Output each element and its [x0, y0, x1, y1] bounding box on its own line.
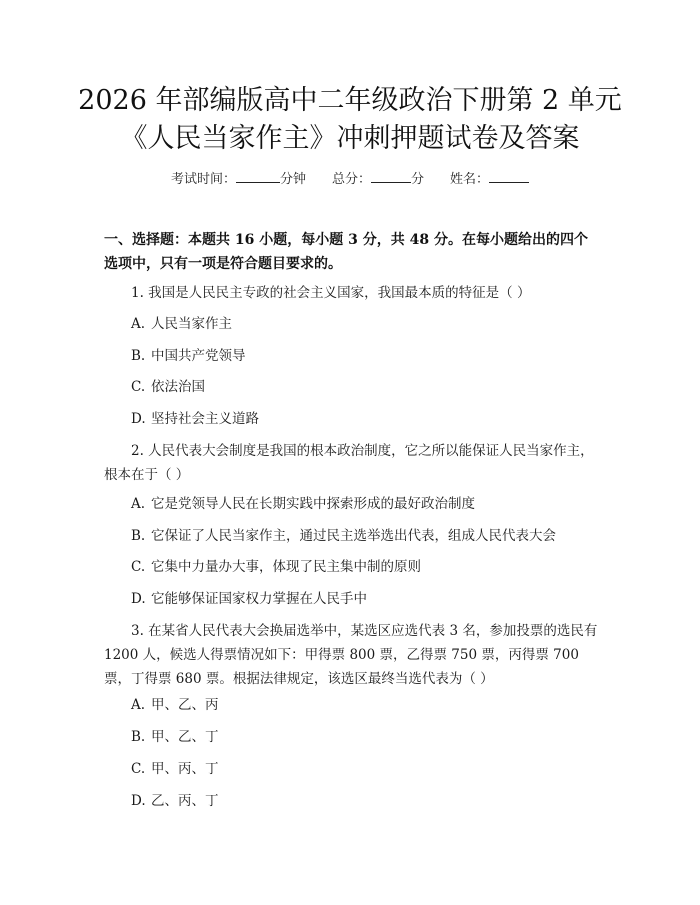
- name-blank: [489, 168, 529, 183]
- time-label: 考试时间：: [170, 172, 236, 187]
- score-label: 总分：: [331, 172, 371, 187]
- score-unit: 分: [411, 172, 425, 187]
- section-heading: 一、选择题：本题共 16 小题，每小题 3 分，共 48 分。在每小题给出的四个选项中，只有一项是符合题目要求的。: [104, 232, 588, 272]
- exam-title-line-1: 2026 年部编版高中二年级政治下册第 2 单元: [78, 85, 622, 116]
- question-1-option-a: A. 人民当家作主: [131, 316, 232, 332]
- score-blank: [371, 168, 411, 183]
- name-label: 姓名：: [450, 172, 490, 187]
- question-1-stem: 1. 我国是人民民主专政的社会主义国家，我国最本质的特征是（ ）: [131, 285, 531, 301]
- question-2: [104, 439, 600, 487]
- question-1-option-c: C. 依法治国: [131, 379, 205, 395]
- exam-title-line-2: 《人民当家作主》冲刺押题试卷及答案: [120, 123, 580, 154]
- question-2-option-b: B. 它保证了人民当家作主，通过民主选举选出代表，组成人民代表大会: [131, 528, 556, 544]
- question-2-stem: 2. 人民代表大会制度是我国的根本政治制度，它之所以能保证人民当家作主，根本在于（ ）: [104, 443, 594, 483]
- question-2-option-c: C. 它集中力量办大事，体现了民主集中制的原则: [131, 559, 421, 575]
- question-2-option-d: D. 它能够保证国家权力掌握在人民手中: [131, 591, 367, 607]
- question-3-option-d: D. 乙、丙、丁: [131, 793, 219, 809]
- time-unit: 分钟: [279, 172, 306, 187]
- exam-meta-line: [0, 168, 700, 190]
- time-blank: [236, 168, 280, 183]
- question-1-option-d: D. 坚持社会主义道路: [131, 411, 259, 427]
- question-2-option-a: A. 它是党领导人民在长期实践中探索形成的最好政治制度: [131, 496, 475, 512]
- question-3-option-b: B. 甲、乙、丁: [131, 729, 219, 745]
- question-1-option-b: B. 中国共产党领导: [131, 348, 246, 364]
- question-1: [104, 281, 600, 305]
- question-3-option-c: C. 甲、丙、丁: [131, 761, 219, 777]
- question-3-option-a: A. 甲、乙、丙: [131, 697, 219, 713]
- question-3-stem: 3. 在某省人民代表大会换届选举中，某选区应选代表 3 名，参加投票的选民有 1200 人，候选人得票情况如下：甲得票 800 票，乙得票 750 票，丙得票 700 票，丁得票 680 票。根据法律规定，该选区最终当选代表为（ ）: [104, 623, 598, 687]
- question-3: [104, 619, 600, 691]
